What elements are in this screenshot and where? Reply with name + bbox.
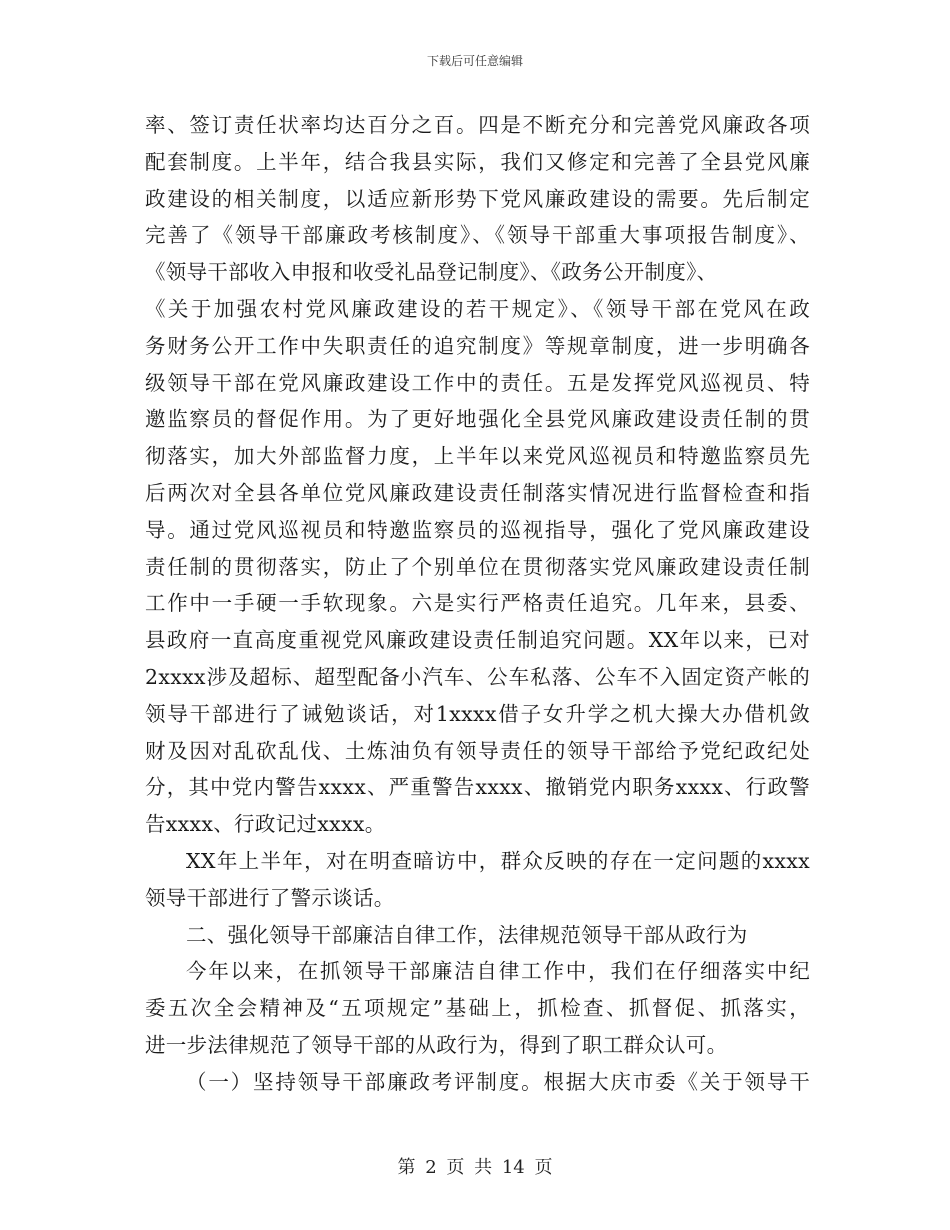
text-line: 领导干部进行了警示谈话。 [145,885,395,910]
text-line: 《关于加强农村党风廉政建设的若干规定》、《领导干部在党风在政 [145,296,810,321]
page-number-footer: 第 2 页 共 14 页 [397,1157,553,1178]
text-line: 务财务公开工作中失职责任的追究制度》等规章制度，进一步明确各 [145,333,810,358]
text-line: 委五次全会精神及“五项规定”基础上，抓检查、抓督促、抓落实， [145,996,810,1021]
text-line: 财及因对乱砍乱伐、土炼油负有领导责任的领导干部给予党纪政纪处 [145,738,810,763]
page-header: 下载后可任意编辑 [426,54,523,68]
text-line: 县政府一直高度重视党风廉政建设责任制追究问题。XX年以来，已对 [145,628,810,653]
text-line: 导。通过党风巡视员和特邀监察员的巡视指导，强化了党风廉政建设 [145,517,810,542]
text-line: 责任制的贯彻落实，防止了个别单位在贯彻落实党风廉政建设责任制 [145,554,810,579]
text-line: 告xxxx、行政记过xxxx。 [145,812,386,837]
text-line: 政建设的相关制度，以适应新形势下党风廉政建设的需要。先后制定 [145,186,810,211]
text-line: 分，其中党内警告xxxx、严重警告xxxx、撤销党内职务xxxx、行政警 [145,775,810,800]
text-line: 彻落实，加大外部监督力度，上半年以来党风巡视员和特邀监察员先 [145,444,810,469]
text-line: 领导干部进行了诫勉谈话，对1xxxx借子女升学之机大操大办借机敛 [145,701,810,726]
text-line: 进一步法律规范了领导干部的从政行为，得到了职工群众认可。 [145,1032,728,1057]
text-line: 《领导干部收入申报和收受礼品登记制度》、《政务公开制度》、 [145,260,718,285]
paragraph-first-line: XX年上半年，对在明查暗访中，群众反映的存在一定问题的xxxx [186,848,810,873]
text-line: 率、签订责任状率均达百分之百。四是不断充分和完善党风廉政各项 [145,113,810,137]
text-line: 后两次对全县各单位党风廉政建设责任制落实情况进行监督检查和指 [145,480,810,505]
text-line: 级领导干部在党风廉政建设工作中的责任。五是发挥党风巡视员、特 [145,370,810,395]
text-line: 完善了《领导干部廉政考核制度》、《领导干部重大事项报告制度》、 [145,223,810,248]
paragraph-first-line: 今年以来，在抓领导干部廉洁自律工作中，我们在仔细落实中纪 [186,959,810,984]
section-heading: 二、强化领导干部廉洁自律工作，法律规范领导干部从政行为 [186,922,748,947]
text-line: 2xxxx涉及超标、超型配备小汽车、公车私落、公车不入固定资产帐的 [145,664,810,689]
document-body [145,107,810,1101]
text-line: 工作中一手硬一手软现象。六是实行严格责任追究。几年来，县委、 [145,591,810,616]
text-line: 邀监察员的督促作用。为了更好地强化全县党风廉政建设责任制的贯 [145,407,810,432]
subsection-heading: （一）坚持领导干部廉政考评制度。根据大庆市委《关于领导干 [186,1069,810,1094]
text-line: 配套制度。上半年，结合我县实际，我们又修定和完善了全县党风廉 [145,149,810,174]
